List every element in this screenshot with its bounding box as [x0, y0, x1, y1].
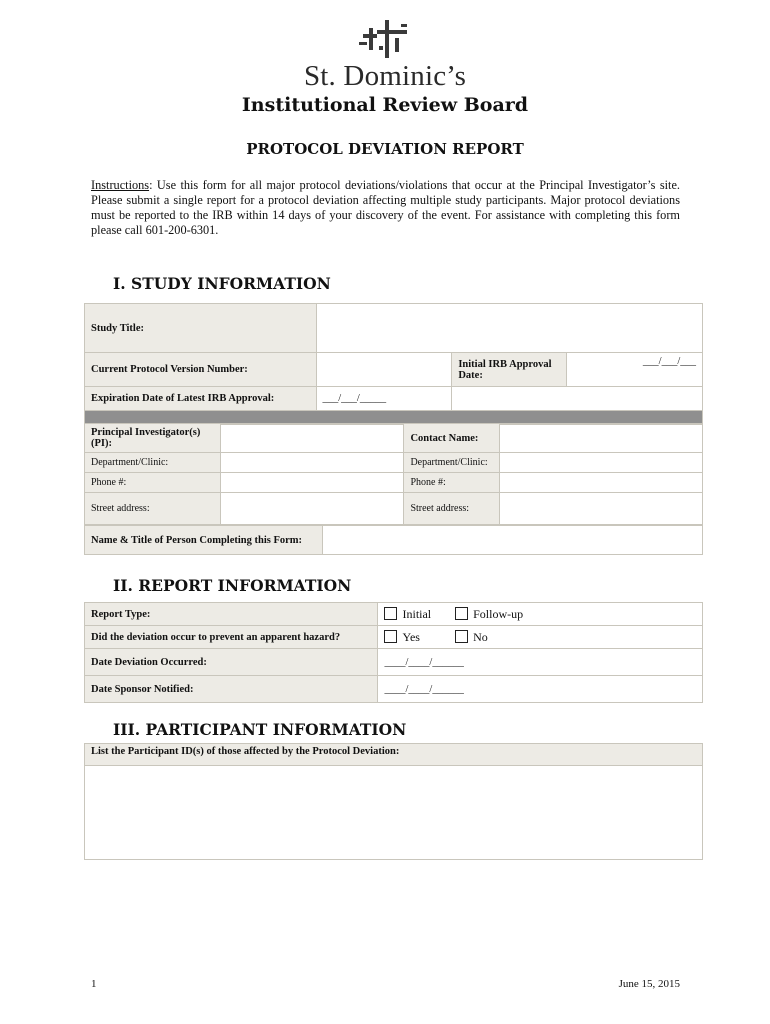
- initial-checkbox[interactable]: [384, 607, 397, 620]
- investigator-table: [84, 423, 703, 525]
- pi-phone-label: Phone #:: [85, 473, 221, 493]
- initial-irb-label: Initial IRB Approval Date:: [452, 353, 567, 387]
- date-occurred-label: Date Deviation Occurred:: [85, 649, 378, 676]
- report-type-options: [378, 603, 703, 626]
- section-report-information-title: II. REPORT INFORMATION: [113, 576, 352, 595]
- contact-department-label: Department/Clinic:: [404, 453, 500, 473]
- report-title: PROTOCOL DEVIATION REPORT: [246, 140, 524, 158]
- protocol-version-field[interactable]: [316, 353, 452, 387]
- pi-street-label: Street address:: [85, 493, 221, 525]
- contact-phone-field[interactable]: [500, 473, 703, 493]
- study-information-table: [84, 303, 703, 425]
- pi-label: Principal Investigator(s) (PI):: [85, 424, 221, 453]
- instructions: [91, 178, 680, 238]
- completer-field[interactable]: [322, 526, 702, 555]
- contact-phone-label: Phone #:: [404, 473, 500, 493]
- participant-table: [84, 743, 703, 860]
- instructions-label: Instructions: [91, 178, 150, 192]
- protocol-version-label: Current Protocol Version Number:: [85, 353, 317, 387]
- date-sponsor-field[interactable]: ____/____/______: [378, 676, 703, 703]
- instructions-text: : Use this form for all major protocol deviations/violations that occur at the Principal Investigator’s site. Please submit a single report for a protocol deviation affecting multiple study participants. Major protocol deviations must be reported to the IRB within 14 days of your discovery of the event. For assistance with completing this form please call 601-200-6301.: [91, 178, 680, 237]
- followup-checkbox[interactable]: [455, 607, 468, 620]
- participant-ids-field[interactable]: [85, 766, 703, 860]
- page-number: 1: [91, 978, 97, 990]
- pi-street-field[interactable]: [220, 493, 404, 525]
- completer-table: [84, 525, 703, 555]
- yes-option-label: Yes: [402, 629, 420, 644]
- logo-text: St. Dominic’s: [303, 60, 467, 92]
- st-dominics-cross-logo: [355, 18, 415, 60]
- expiration-blank: [452, 387, 703, 411]
- date-sponsor-label: Date Sponsor Notified:: [85, 676, 378, 703]
- board-title: Institutional Review Board: [241, 94, 529, 116]
- no-checkbox[interactable]: [455, 630, 468, 643]
- initial-irb-date-field[interactable]: ___/___/___: [567, 353, 703, 387]
- hazard-options: [378, 626, 703, 649]
- pi-phone-field[interactable]: [220, 473, 404, 493]
- contact-street-field[interactable]: [500, 493, 703, 525]
- followup-option-label: Follow-up: [473, 606, 524, 621]
- contact-department-field[interactable]: [500, 453, 703, 473]
- contact-street-label: Street address:: [404, 493, 500, 525]
- expiration-label: Expiration Date of Latest IRB Approval:: [85, 387, 317, 411]
- pi-department-label: Department/Clinic:: [85, 453, 221, 473]
- initial-option-label: Initial: [402, 606, 432, 621]
- report-type-followup-option[interactable]: [455, 607, 523, 622]
- report-type-label: Report Type:: [85, 603, 378, 626]
- study-title-field[interactable]: [316, 304, 702, 353]
- section-study-information-title: I. STUDY INFORMATION: [113, 274, 331, 293]
- footer-date: June 15, 2015: [618, 978, 680, 990]
- hazard-question-label: Did the deviation occur to prevent an apparent hazard?: [85, 626, 378, 649]
- date-occurred-field[interactable]: ____/____/______: [378, 649, 703, 676]
- study-title-label: Study Title:: [85, 304, 317, 353]
- pi-department-field[interactable]: [220, 453, 404, 473]
- no-option-label: No: [473, 629, 488, 644]
- section-participant-information-title: III. PARTICIPANT INFORMATION: [113, 720, 407, 739]
- report-type-initial-option[interactable]: [384, 607, 444, 622]
- pi-field[interactable]: [220, 424, 404, 453]
- participant-ids-label: List the Participant ID(s) of those affected by the Protocol Deviation:: [85, 744, 703, 766]
- hazard-no-option[interactable]: [455, 630, 488, 645]
- contact-name-field[interactable]: [500, 424, 703, 453]
- report-information-table: [84, 602, 703, 703]
- logo: [0, 18, 770, 93]
- yes-checkbox[interactable]: [384, 630, 397, 643]
- completer-label: Name & Title of Person Completing this Form:: [85, 526, 323, 555]
- contact-name-label: Contact Name:: [404, 424, 500, 453]
- expiration-date-field[interactable]: ___/___/_____: [316, 387, 452, 411]
- hazard-yes-option[interactable]: [384, 630, 444, 645]
